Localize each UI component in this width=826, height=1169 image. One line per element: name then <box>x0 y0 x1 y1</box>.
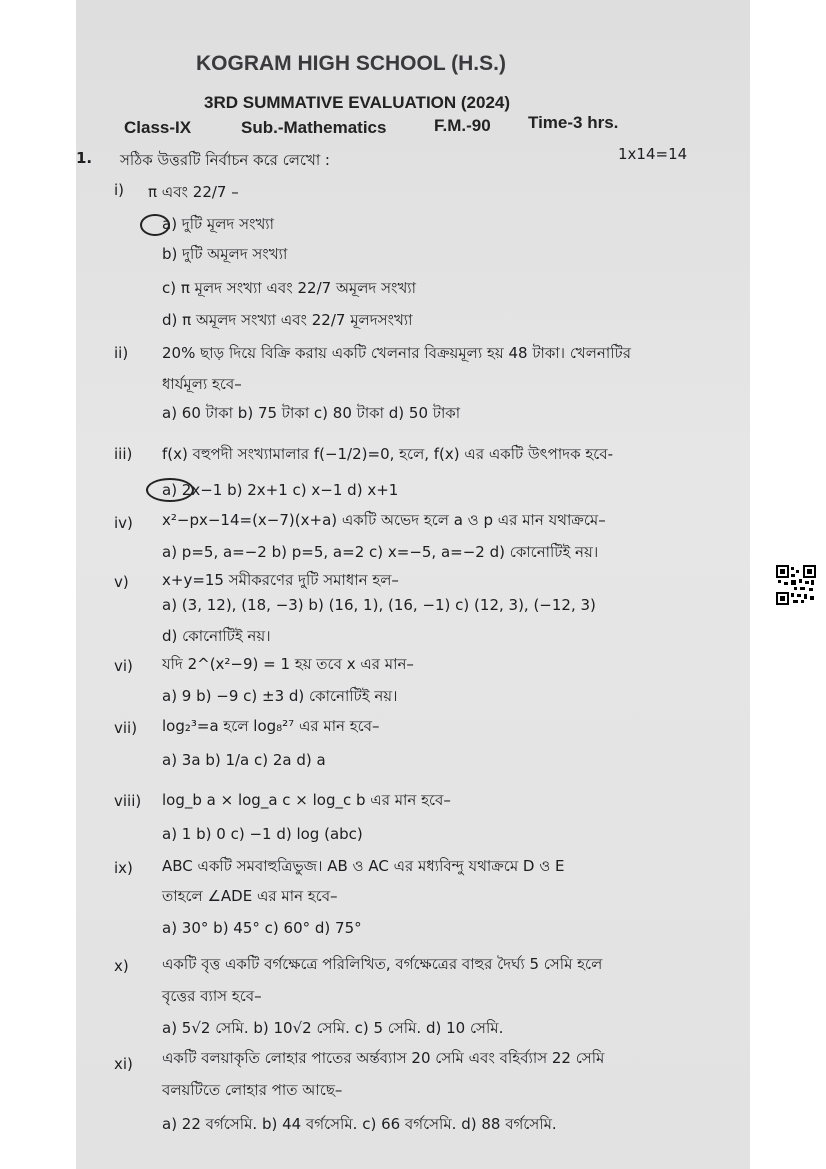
exam-paper <box>76 0 750 1169</box>
option: a) 2x−1 b) 2x+1 c) x−1 d) x+1 <box>162 481 399 499</box>
question-text: যদি 2^(x²−9) = 1 হয় তবে x এর মান– <box>162 655 414 673</box>
section-instruction: সঠিক উত্তরটি নির্বাচন করে লেখো : <box>120 151 330 169</box>
option: d) π অমূলদ সংখ্যা এবং 22/7 মূলদসংখ্যা <box>162 311 413 329</box>
question-number: vi) <box>114 657 133 675</box>
question-text: একটি বলয়াকৃতি লোহার পাতের অর্ন্তব্যাস 20 সেমি এবং বহির্ব্যাস 22 সেমি <box>162 1049 605 1067</box>
question-text: log₂³=a হলে log₈²⁷ এর মান হবে– <box>162 717 380 735</box>
question-text-cont: তাহলে ∠ADE এর মান হবে– <box>162 887 338 905</box>
question-number: iv) <box>114 514 133 532</box>
full-marks: F.M.-90 <box>434 116 491 135</box>
question-text: π এবং 22/7 – <box>148 183 239 201</box>
qr-code-icon <box>776 565 816 605</box>
question-text: x+y=15 সমীকরণের দুটি সমাধান হল– <box>162 571 399 589</box>
option: c) π মূলদ সংখ্যা এবং 22/7 অমূলদ সংখ্যা <box>162 279 416 297</box>
option: a) 9 b) −9 c) ±3 d) কোনোটিই নয়। <box>162 687 398 705</box>
question-text: log_b a × log_a c × log_c b এর মান হবে– <box>162 791 451 809</box>
question-number: ix) <box>114 859 133 877</box>
exam-title: 3RD SUMMATIVE EVALUATION (2024) <box>204 93 511 112</box>
question-number: vii) <box>114 719 138 737</box>
option: d) কোনোটিই নয়। <box>162 627 271 645</box>
question-text-cont: ধার্যমূল্য হবে– <box>162 375 242 393</box>
school-name: KOGRAM HIGH SCHOOL (H.S.) <box>196 52 506 75</box>
question-text: 20% ছাড় দিয়ে বিক্রি করায় একটি খেলনার বিক্রয়মূল্য হয় 48 টাকা। খেলনাটির <box>162 344 631 362</box>
option: a) 5√2 সেমি. b) 10√2 সেমি. c) 5 সেমি. d) 10 সেমি. <box>162 1019 504 1037</box>
question-text-cont: বলয়টিতে লোহার পাত আছে– <box>162 1081 343 1099</box>
answer-tick-mark <box>146 478 194 502</box>
question-text: x²−px−14=(x−7)(x+a) একটি অভেদ হলে a ও p এর মান যথাক্রমে– <box>162 511 606 529</box>
option: a) 22 বর্গসেমি. b) 44 বর্গসেমি. c) 66 বর্গসেমি. d) 88 বর্গসেমি. <box>162 1115 557 1133</box>
option: a) 60 টাকা b) 75 টাকা c) 80 টাকা d) 50 টাকা <box>162 404 461 422</box>
question-number: x) <box>114 957 129 975</box>
option: b) দুটি অমূলদ সংখ্যা <box>162 245 288 263</box>
option: a) 3a b) 1/a c) 2a d) a <box>162 751 326 769</box>
option: a) p=5, a=−2 b) p=5, a=2 c) x=−5, a=−2 d) কোনোটিই নয়। <box>162 543 599 561</box>
question-text: একটি বৃত্ত একটি বর্গক্ষেত্রে পরিলিখিত, বর্গক্ষেত্রের বাহুর দৈর্ঘ্য 5 সেমি হলে <box>162 955 603 973</box>
option: a) (3, 12), (18, −3) b) (16, 1), (16, −1) c) (12, 3), (−12, 3) <box>162 596 596 614</box>
question-number: xi) <box>114 1055 133 1073</box>
time-label: Time-3 hrs. <box>528 113 619 132</box>
question-text: f(x) বহুপদী সংখ্যামালার f(−1/2)=0, হলে, f(x) এর একটি উৎপাদক হবে- <box>162 445 614 463</box>
question-text: ABC একটি সমবাহুত্রিভুজ। AB ও AC এর মধ্যবিন্দু যথাক্রমে D ও E <box>162 857 565 875</box>
class-label: Class-IX <box>124 118 192 137</box>
option: a) দুটি মূলদ সংখ্যা <box>162 215 274 233</box>
question-number: iii) <box>114 445 133 463</box>
question-number: i) <box>114 181 125 199</box>
option: a) 1 b) 0 c) −1 d) log (abc) <box>162 825 363 843</box>
answer-tick-mark <box>140 214 170 236</box>
subject-label: Sub.-Mathematics <box>241 118 387 137</box>
question-number: v) <box>114 573 129 591</box>
option: a) 30° b) 45° c) 60° d) 75° <box>162 919 362 937</box>
question-number: ii) <box>114 344 129 362</box>
section-number: 1. <box>76 149 93 167</box>
question-number: viii) <box>114 792 142 810</box>
section-marks: 1x14=14 <box>618 145 688 163</box>
question-text-cont: বৃত্তের ব্যাস হবে– <box>162 987 262 1005</box>
